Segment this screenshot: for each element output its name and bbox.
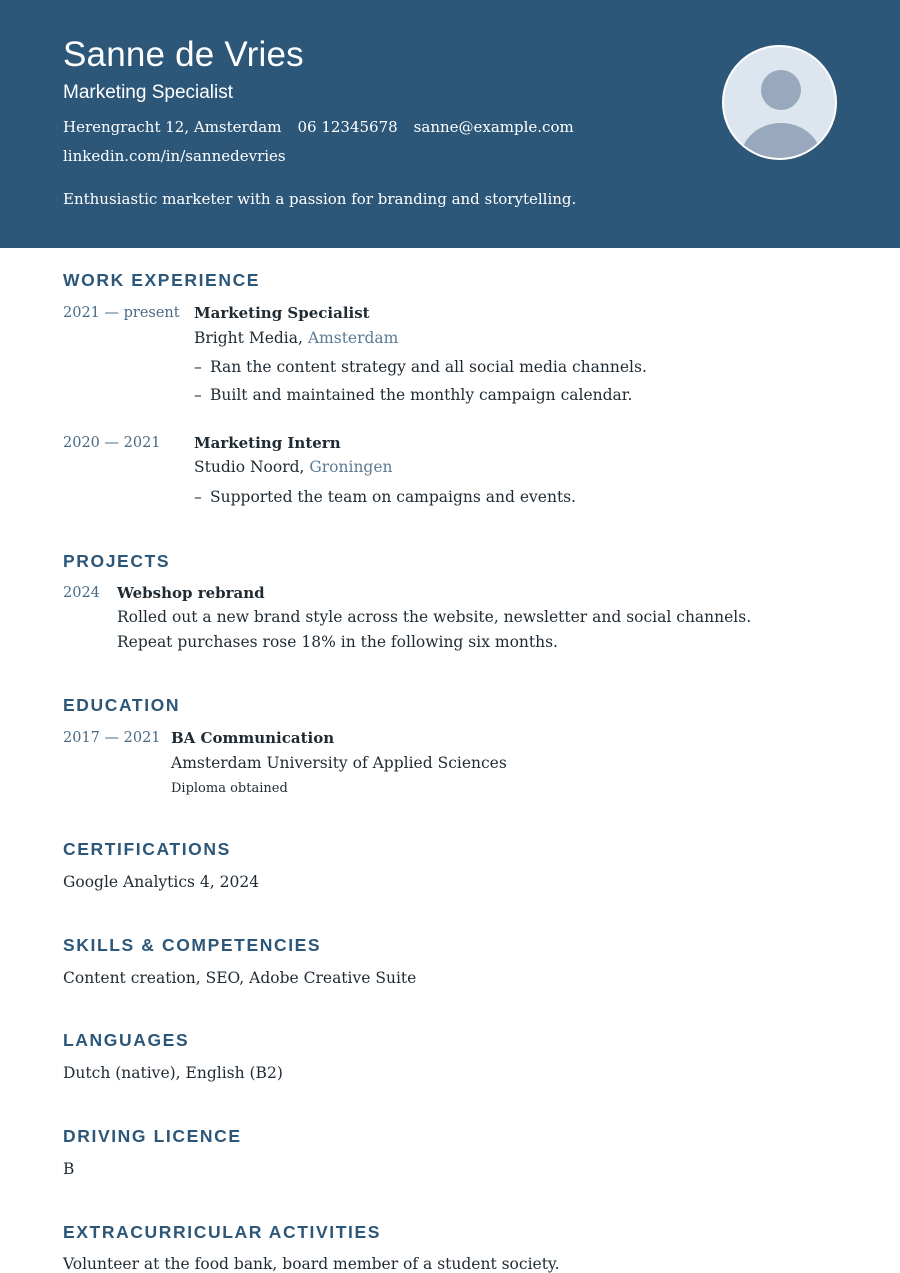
job-organization: Bright Media, Amsterdam xyxy=(194,329,399,347)
resume-header xyxy=(0,0,900,248)
job-city: Groningen xyxy=(309,458,393,476)
section-title-education: EDUCATION xyxy=(63,695,181,715)
skills-text: Content creation, SEO, Adobe Creative Suite xyxy=(63,969,417,987)
education-dates: 2017 — 2021 xyxy=(63,730,161,746)
project-name: Webshop rebrand xyxy=(117,584,265,602)
section-title-skills: SKILLS & COMPETENCIES xyxy=(63,935,322,955)
job-bullet: – Built and maintained the monthly campaign calendar. xyxy=(194,386,633,404)
profile-summary: Enthusiastic marketer with a passion for branding and storytelling. xyxy=(63,190,577,208)
education-note: Diploma obtained xyxy=(171,781,288,796)
job-dates: 2021 — present xyxy=(63,305,180,321)
extracurricular-text: Volunteer at the food bank, board member of a student society. xyxy=(63,1255,560,1273)
education-degree: BA Communication xyxy=(171,729,335,747)
section-title-languages: LANGUAGES xyxy=(63,1030,190,1050)
project-description: Rolled out a new brand style across the website, newsletter and social channels. Repeat purchases rose 18% in the following six months. xyxy=(117,608,752,651)
job-bullet-text: Supported the team on campaigns and events. xyxy=(210,488,577,506)
avatar-head-shape xyxy=(761,70,801,110)
section-title-driving-licence: DRIVING LICENCE xyxy=(63,1126,242,1146)
address-text: Herengracht 12, Amsterdam xyxy=(63,118,282,136)
section-title-work: WORK EXPERIENCE xyxy=(63,270,261,290)
job-title: Marketing Specialist xyxy=(194,304,370,322)
section-title-projects: PROJECTS xyxy=(63,551,171,571)
job-dates: 2020 — 2021 xyxy=(63,435,161,451)
education-school: Amsterdam University of Applied Sciences xyxy=(171,754,507,772)
job-company: Studio Noord xyxy=(194,458,300,476)
phone-text: 06 12345678 xyxy=(297,118,398,136)
job-bullet: – Supported the team on campaigns and events. xyxy=(194,488,577,506)
candidate-role: Marketing Specialist xyxy=(63,82,234,103)
job-company: Bright Media xyxy=(194,329,298,347)
email-link[interactable]: sanne@example.com xyxy=(413,118,574,136)
job-bullet-text: Built and maintained the monthly campaign calendar. xyxy=(210,386,633,404)
contact-row xyxy=(63,117,590,137)
candidate-name: Sanne de Vries xyxy=(63,35,304,74)
avatar-placeholder-icon xyxy=(722,45,837,160)
job-organization: Studio Noord, Groningen xyxy=(194,458,393,476)
languages-text: Dutch (native), English (B2) xyxy=(63,1064,283,1082)
job-title: Marketing Intern xyxy=(194,434,341,452)
linkedin-link[interactable]: linkedin.com/in/sannedevries xyxy=(63,147,286,165)
job-bullet-text: Ran the content strategy and all social media channels. xyxy=(210,358,647,376)
driving-licence-text: B xyxy=(63,1160,75,1178)
avatar-torso-shape xyxy=(741,123,821,160)
project-year: 2024 xyxy=(63,585,100,601)
job-bullet: – Ran the content strategy and all social media channels. xyxy=(194,358,647,376)
section-title-extracurricular: EXTRACURRICULAR ACTIVITIES xyxy=(63,1222,382,1242)
job-city: Amsterdam xyxy=(307,329,399,347)
certifications-text: Google Analytics 4, 2024 xyxy=(63,873,260,891)
section-title-certifications: CERTIFICATIONS xyxy=(63,839,231,859)
